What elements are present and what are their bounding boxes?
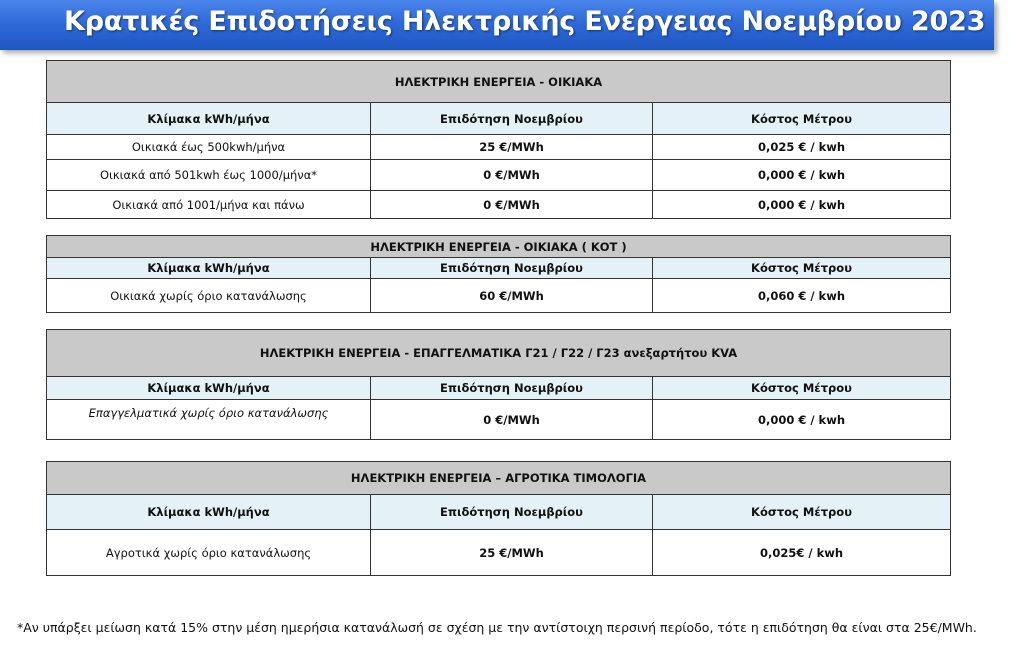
cost-cell: 0,000 € / kwh [653, 191, 951, 219]
subsidy-cell: 0 €/MWh [371, 191, 653, 219]
category-cell: Οικιακά από 1001/μήνα και πάνω [47, 191, 371, 219]
table-professional [46, 329, 951, 440]
category-cell: Οικιακά χωρίς όριο κατανάλωσης [47, 279, 371, 313]
column-header-scale: Κλίμακα kWh/μήνα [47, 103, 371, 135]
table-residential-kot [46, 235, 951, 313]
column-header-scale: Κλίμακα kWh/μήνα [47, 377, 371, 400]
column-header-subsidy: Επιδότηση Νοεμβρίου [371, 258, 653, 279]
table-row [47, 160, 951, 191]
page-title: Κρατικές Επιδοτήσεις Ηλεκτρικής Ενέργειας Νοεμβρίου 2023 [64, 6, 986, 37]
column-header-scale: Κλίμακα kWh/μήνα [47, 495, 371, 530]
column-header-scale: Κλίμακα kWh/μήνα [47, 258, 371, 279]
table-row [47, 135, 951, 160]
column-header-subsidy: Επιδότηση Νοεμβρίου [371, 103, 653, 135]
subsidy-cell: 0 €/MWh [371, 400, 653, 440]
table-row [47, 279, 951, 313]
section-heading: ΗΛΕΚΤΡΙΚΗ ΕΝΕΡΓΕΙΑ - ΟΙΚΙΑΚΑ ( ΚΟΤ ) [47, 236, 951, 258]
cost-cell: 0,000 € / kwh [653, 400, 951, 440]
subsidy-cell: 0 €/MWh [371, 160, 653, 191]
category-cell: Επαγγελματικά χωρίς όριο κατανάλωσης [47, 400, 371, 440]
table-row [47, 191, 951, 219]
category-cell: Οικιακά έως 500kwh/μήνα [47, 135, 371, 160]
table-agricultural [46, 461, 951, 576]
subsidy-cell: 25 €/MWh [371, 135, 653, 160]
footnote: *Αν υπάρξει μείωση κατά 15% στην μέση ημερήσια κατανάλωσή σε σχέση με την αντίστοιχη περσινή περίοδο, τότε η επιδότηση θα είναι στα 25€/MWh. [17, 620, 977, 635]
column-header-cost: Κόστος Μέτρου [653, 377, 951, 400]
cost-cell: 0,025 € / kwh [653, 135, 951, 160]
subsidy-cell: 60 €/MWh [371, 279, 653, 313]
column-header-cost: Κόστος Μέτρου [653, 258, 951, 279]
section-heading: ΗΛΕΚΤΡΙΚΗ ΕΝΕΡΓΕΙΑ – ΑΓΡΟΤΙΚΑ ΤΙΜΟΛΟΓΙΑ [47, 462, 951, 495]
table-residential [46, 60, 951, 219]
section-heading: ΗΛΕΚΤΡΙΚΗ ΕΝΕΡΓΕΙΑ - ΕΠΑΓΓΕΛΜΑΤΙΚΑ Γ21 / Γ22 / Γ23 ανεξαρτήτου KVA [47, 330, 951, 377]
cost-cell: 0,000 € / kwh [653, 160, 951, 191]
cost-cell: 0,025€ / kwh [653, 530, 951, 576]
column-header-subsidy: Επιδότηση Νοεμβρίου [371, 495, 653, 530]
column-header-subsidy: Επιδότηση Νοεμβρίου [371, 377, 653, 400]
title-banner [0, 0, 994, 50]
section-heading: ΗΛΕΚΤΡΙΚΗ ΕΝΕΡΓΕΙΑ - ΟΙΚΙΑΚΑ [47, 61, 951, 103]
table-row [47, 400, 951, 440]
table-row [47, 530, 951, 576]
category-cell: Οικιακά από 501kwh έως 1000/μήνα* [47, 160, 371, 191]
cost-cell: 0,060 € / kwh [653, 279, 951, 313]
category-cell: Αγροτικά χωρίς όριο κατανάλωσης [47, 530, 371, 576]
column-header-cost: Κόστος Μέτρου [653, 103, 951, 135]
subsidy-cell: 25 €/MWh [371, 530, 653, 576]
column-header-cost: Κόστος Μέτρου [653, 495, 951, 530]
